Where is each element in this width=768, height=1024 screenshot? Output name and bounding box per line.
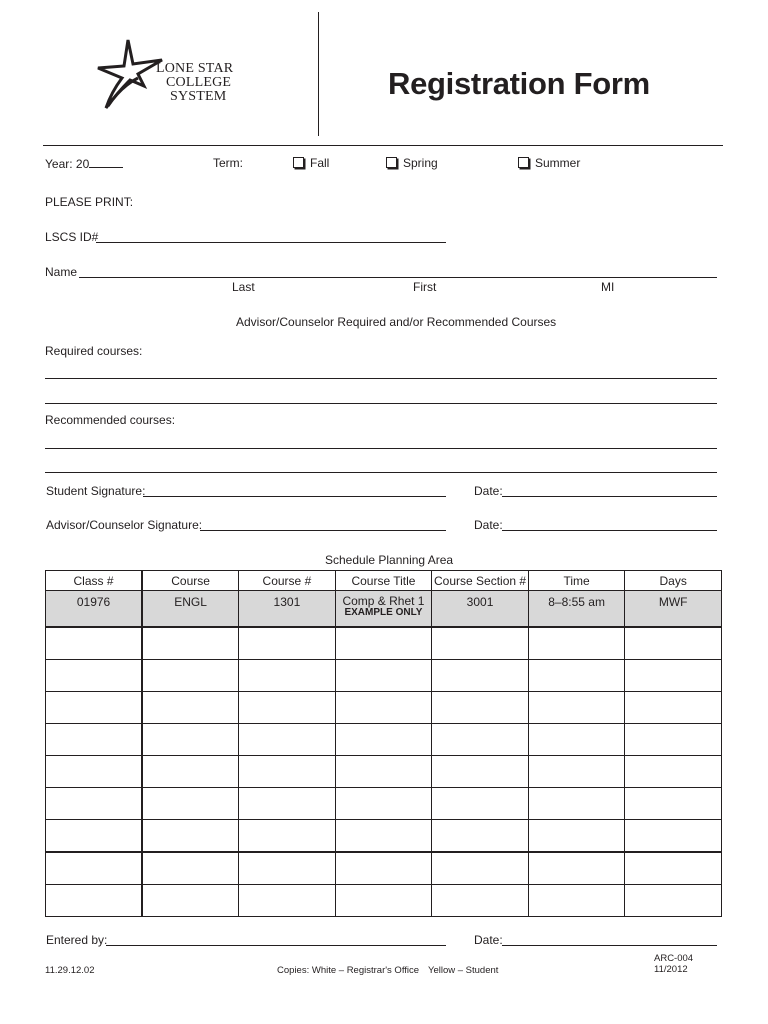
schedule-cell[interactable] [239,627,336,660]
recommended-courses-line-1[interactable] [45,448,717,449]
page-title: Registration Form [388,66,650,101]
schedule-blank-row [46,627,722,660]
spring-label: Spring [403,156,438,170]
schedule-blank-row [46,756,722,788]
student-signature-label: Student Signature: [46,484,146,498]
schedule-cell[interactable] [432,756,529,788]
schedule-cell[interactable] [46,692,143,724]
col-course-title: Course Title [335,571,432,591]
schedule-cell[interactable] [528,852,625,885]
schedule-cell[interactable] [239,692,336,724]
name-first-label: First [413,280,437,294]
schedule-cell[interactable] [625,885,722,917]
schedule-cell[interactable] [46,660,143,692]
entered-by-input[interactable] [106,945,446,946]
schedule-cell[interactable] [46,756,143,788]
schedule-blank-row [46,885,722,917]
schedule-cell[interactable] [239,788,336,820]
logo [94,38,244,113]
schedule-cell[interactable] [335,724,432,756]
schedule-cell[interactable] [625,820,722,853]
schedule-cell[interactable] [46,852,143,885]
schedule-cell[interactable] [142,756,239,788]
schedule-cell[interactable] [432,660,529,692]
schedule-cell[interactable] [46,724,143,756]
schedule-blank-row [46,852,722,885]
term-option-spring[interactable] [386,156,438,170]
schedule-cell[interactable] [46,820,143,853]
example-only-note: EXAMPLE ONLY [344,607,423,618]
footer-form-date: 11/2012 [654,964,688,975]
example-course: ENGL [142,591,239,628]
schedule-cell[interactable] [432,852,529,885]
name-last-label: Last [232,280,255,294]
schedule-cell[interactable] [239,852,336,885]
student-date-label: Date: [474,484,503,498]
schedule-cell[interactable] [142,660,239,692]
schedule-cell[interactable] [142,627,239,660]
schedule-cell[interactable] [625,852,722,885]
col-class-number: Class # [46,571,143,591]
schedule-cell[interactable] [142,788,239,820]
schedule-blank-row [46,724,722,756]
schedule-title: Schedule Planning Area [325,553,454,567]
advisor-date-input[interactable] [502,530,717,531]
schedule-cell[interactable] [239,724,336,756]
term-option-fall[interactable] [293,156,329,170]
schedule-cell[interactable] [335,788,432,820]
schedule-cell[interactable] [625,724,722,756]
schedule-cell[interactable] [335,756,432,788]
logo-line-3: SYSTEM [170,89,227,104]
schedule-cell[interactable] [335,660,432,692]
schedule-cell[interactable] [432,692,529,724]
schedule-cell[interactable] [432,885,529,917]
year-input[interactable] [89,156,123,168]
footer-code: 11.29.12.02 [45,965,95,976]
entered-by-label: Entered by: [46,933,108,947]
please-print-label: PLEASE PRINT: [45,195,134,209]
example-course-number: 1301 [239,591,336,628]
schedule-cell[interactable] [528,692,625,724]
name-mi-label: MI [601,280,615,294]
example-course-title [335,591,432,628]
schedule-cell[interactable] [142,852,239,885]
entered-date-input[interactable] [502,945,717,946]
schedule-cell[interactable] [528,788,625,820]
schedule-cell[interactable] [46,788,143,820]
advisor-heading: Advisor/Counselor Required and/or Recommended Courses [236,315,557,329]
schedule-cell[interactable] [528,724,625,756]
schedule-cell[interactable] [432,627,529,660]
student-signature-input[interactable] [143,496,446,497]
footer-copies-yellow: Yellow – Student [428,965,499,976]
footer-form-code: ARC-004 [654,953,694,964]
term-option-summer[interactable] [518,156,580,170]
example-course-section: 3001 [432,591,529,628]
schedule-cell[interactable] [625,788,722,820]
footer-copies: Copies: White – Registrar's Office [277,965,420,976]
schedule-header-row [46,571,722,591]
fall-checkbox[interactable] [293,157,304,168]
schedule-blank-row [46,692,722,724]
schedule-cell[interactable] [142,692,239,724]
schedule-cell[interactable] [239,756,336,788]
header-divider [318,12,319,136]
name-label: Name [45,265,78,279]
logo-line-1: LONE STAR [156,61,234,76]
schedule-cell[interactable] [335,820,432,853]
example-time: 8–8:55 am [528,591,625,628]
schedule-cell[interactable] [528,627,625,660]
required-courses-label: Required courses: [45,344,143,358]
spring-checkbox[interactable] [386,157,397,168]
schedule-cell[interactable] [46,627,143,660]
schedule-cell[interactable] [432,724,529,756]
required-courses-line-2[interactable] [45,403,717,404]
schedule-cell[interactable] [335,692,432,724]
schedule-cell[interactable] [335,852,432,885]
lscs-id-label: LSCS ID# [45,230,99,244]
fall-label: Fall [310,156,330,170]
schedule-cell[interactable] [432,820,529,853]
schedule-cell[interactable] [142,820,239,853]
schedule-cell[interactable] [142,885,239,917]
schedule-cell[interactable] [625,660,722,692]
schedule-blank-row [46,660,722,692]
schedule-cell[interactable] [335,885,432,917]
recommended-courses-line-2[interactable] [45,472,717,473]
col-time: Time [528,571,625,591]
col-days: Days [625,571,722,591]
advisor-signature-input[interactable] [200,530,446,531]
schedule-cell[interactable] [239,885,336,917]
schedule-blank-row [46,820,722,853]
term-label: Term: [213,156,243,170]
schedule-cell[interactable] [528,820,625,853]
logo-line-2: COLLEGE [166,75,232,90]
schedule-cell[interactable] [239,660,336,692]
schedule-cell[interactable] [528,756,625,788]
header-rule [43,145,723,146]
year-label: Year: 20 [45,157,90,171]
year-field[interactable] [45,156,123,171]
schedule-cell[interactable] [625,756,722,788]
name-input[interactable] [79,277,717,278]
col-course: Course [142,571,239,591]
summer-label: Summer [535,156,581,170]
schedule-cell[interactable] [239,820,336,853]
schedule-table [45,570,722,917]
schedule-cell[interactable] [528,885,625,917]
summer-checkbox[interactable] [518,157,529,168]
col-course-section: Course Section # [432,571,529,591]
schedule-cell[interactable] [528,660,625,692]
col-course-number: Course # [239,571,336,591]
advisor-date-label: Date: [474,518,503,532]
example-course-title-text: Comp & Rhet 1 [342,594,425,608]
schedule-cell[interactable] [335,627,432,660]
schedule-cell[interactable] [625,627,722,660]
schedule-cell[interactable] [432,788,529,820]
advisor-signature-label: Advisor/Counselor Signature: [46,518,203,532]
schedule-cell[interactable] [142,724,239,756]
recommended-courses-label: Recommended courses: [45,413,176,427]
example-days: MWF [625,591,722,628]
schedule-example-row [46,591,722,628]
schedule-cell[interactable] [625,692,722,724]
star-logo-icon [94,38,164,110]
example-class-number: 01976 [46,591,143,628]
schedule-blank-row [46,788,722,820]
lscs-id-input[interactable] [96,242,446,243]
required-courses-line-1[interactable] [45,378,717,379]
schedule-cell[interactable] [46,885,143,917]
entered-date-label: Date: [474,933,503,947]
student-date-input[interactable] [502,496,717,497]
